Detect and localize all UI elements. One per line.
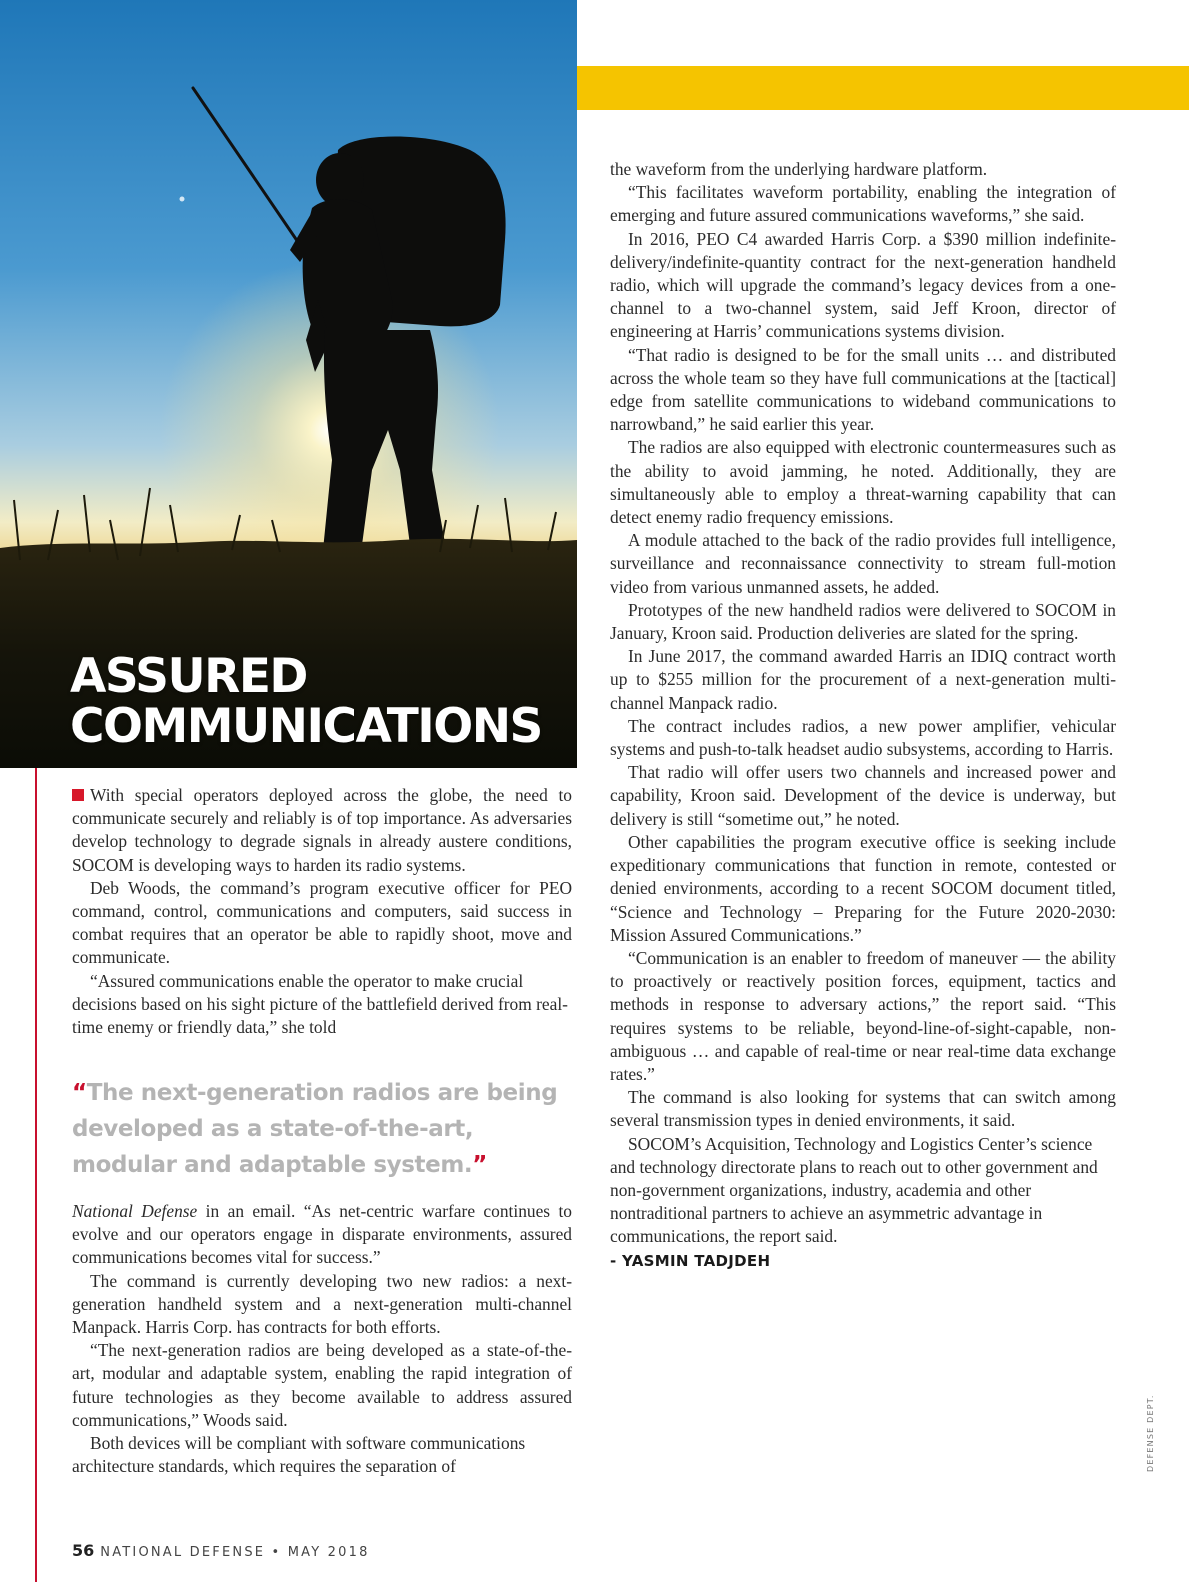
intro-paragraph bbox=[72, 784, 572, 877]
headline-line-1: ASSURED bbox=[70, 649, 307, 704]
body-paragraph bbox=[72, 1200, 572, 1270]
pull-quote-close-mark: ” bbox=[472, 1152, 487, 1178]
intro-text: With special operators deployed across the globe, the need to communicate securely and reliably is of top importance. As adversaries develop technology to degrade signals in already austere conditions, SOCOM is developing ways to harden its radio systems. bbox=[72, 785, 572, 875]
body-paragraph: SOCOM’s Acquisition, Technology and Logistics Center’s science and technology directorate plans to reach out to other government and non-government organizations, industry, academia and other nontraditional partners to achieve an asymmetric advantage in communications, the report said. bbox=[610, 1133, 1098, 1247]
body-paragraph: Prototypes of the new handheld radios were delivered to SOCOM in January, Kroon said. Production deliveries are slated for the spring. bbox=[610, 599, 1116, 644]
pull-quote bbox=[72, 1075, 572, 1183]
body-paragraph: “This facilitates waveform portability, enabling the integration of emerging and future assured communications waveforms,” she said. bbox=[610, 182, 1116, 226]
pull-quote-open-mark: “ bbox=[72, 1080, 87, 1106]
body-paragraph: The command is also looking for systems that can switch among several transmission types in denied environments, it said. bbox=[610, 1087, 1116, 1131]
left-column-top bbox=[72, 784, 572, 1039]
right-column bbox=[610, 158, 1116, 1273]
body-paragraph: “That radio is designed to be for the small units … and distributed across the whole team so they have full communications at the [tactical] edge from satellite communications to wideband communications to narrowband,” he said earlier this year. bbox=[610, 344, 1116, 435]
body-paragraph: “The next-generation radios are being developed as a state-of-the-art, modular and adaptable system, enabling the rapid integration of future technologies as they become available to address assured communications,” Woods said. bbox=[72, 1340, 572, 1430]
body-paragraph: That radio will offer users two channels and increased power and capability, Kroon said. Development of the device is underway, but delivery is still “sometime out,” he noted. bbox=[610, 762, 1116, 829]
publication-name: National Defense bbox=[72, 1201, 198, 1221]
body-paragraph: Deb Woods, the command’s program executive officer for PEO command, control, communications and computers, said success in combat requires that an operator be able to rapidly shoot, move and communicate. bbox=[72, 877, 572, 968]
body-paragraph: In June 2017, the command awarded Harris an IDIQ contract worth up to $255 million for the procurement of a next-generation multi-channel Manpack radio. bbox=[610, 646, 1116, 713]
pull-quote-text: The next-generation radios are being developed as a state-of-the-art, modular and adaptable system. bbox=[72, 1080, 558, 1178]
body-paragraph: A module attached to the back of the radio provides full intelligence, surveillance and reconnaissance connectivity to stream full-motion video from various unmanned assets, he added. bbox=[610, 530, 1116, 597]
author-byline: - YASMIN TADJDEH bbox=[610, 1251, 771, 1270]
page-footer bbox=[72, 1541, 370, 1560]
body-paragraph: In 2016, PEO C4 awarded Harris Corp. a $390 million indefinite-delivery/indefinite-quantity contract for the next-generation handheld radio, which will upgrade the command’s legacy devices from a one-channel to a two-channel system, said Jeff Kroon, director of engineering at Harris’ communications systems division. bbox=[610, 228, 1116, 342]
headline-line-2: COMMUNICATIONS bbox=[70, 699, 542, 754]
page-number: 56 bbox=[72, 1541, 95, 1560]
body-paragraph: The contract includes radios, a new power amplifier, vehicular systems and push-to-talk headset audio subsystems, according to Harris. bbox=[610, 715, 1116, 760]
body-paragraph: the waveform from the underlying hardware platform. bbox=[610, 159, 988, 179]
body-paragraph: “Communication is an enabler to freedom of maneuver — the ability to proactively or reactively position forces, equipment, tactics and methods in response to adversary actions,” the report said. “This requires systems to be reliable, beyond-line-of-sight-capable, non-ambiguous … and capable of real-time or near real-time data exchange rates.” bbox=[610, 947, 1116, 1084]
section-color-bar bbox=[577, 66, 1189, 110]
left-column-bottom bbox=[72, 1200, 572, 1478]
body-paragraph: Both devices will be compliant with software communications architecture standards, which requires the separation of bbox=[72, 1433, 526, 1477]
body-paragraph: Other capabilities the program executive office is seeking include expeditionary communications that function in remote, contested or denied environments, according to a recent SOCOM document titled, “Science and Technology – Preparing for the Future 2020-2030: Mission Assured Communications.” bbox=[610, 831, 1116, 945]
article-headline bbox=[70, 649, 542, 754]
red-square-bullet-icon bbox=[72, 789, 84, 801]
section-side-label: DEFENSE DEPT. bbox=[1146, 1394, 1155, 1472]
body-paragraph: “Assured communications enable the operator to make crucial decisions based on his sight picture of the battlefield derived from real-time enemy or friendly data,” she told bbox=[72, 970, 568, 1038]
body-paragraph: The radios are also equipped with electronic countermeasures such as the ability to avoid jamming, he noted. Additionally, they are simultaneously able to employ a threat-warning capability that can detect enemy radio frequency emissions. bbox=[610, 437, 1116, 528]
soldier-photo bbox=[0, 0, 577, 768]
body-text: in an email. “As net-centric warfare continues to evolve and our operators engage in disparate environments, assured communications becomes vital for success.” bbox=[72, 1201, 572, 1268]
publication-issue: NATIONAL DEFENSE • MAY 2018 bbox=[100, 1545, 370, 1560]
body-paragraph: The command is currently developing two new radios: a next-generation handheld system and a next-generation multi-channel Manpack. Harris Corp. has contracts for both efforts. bbox=[72, 1270, 572, 1338]
